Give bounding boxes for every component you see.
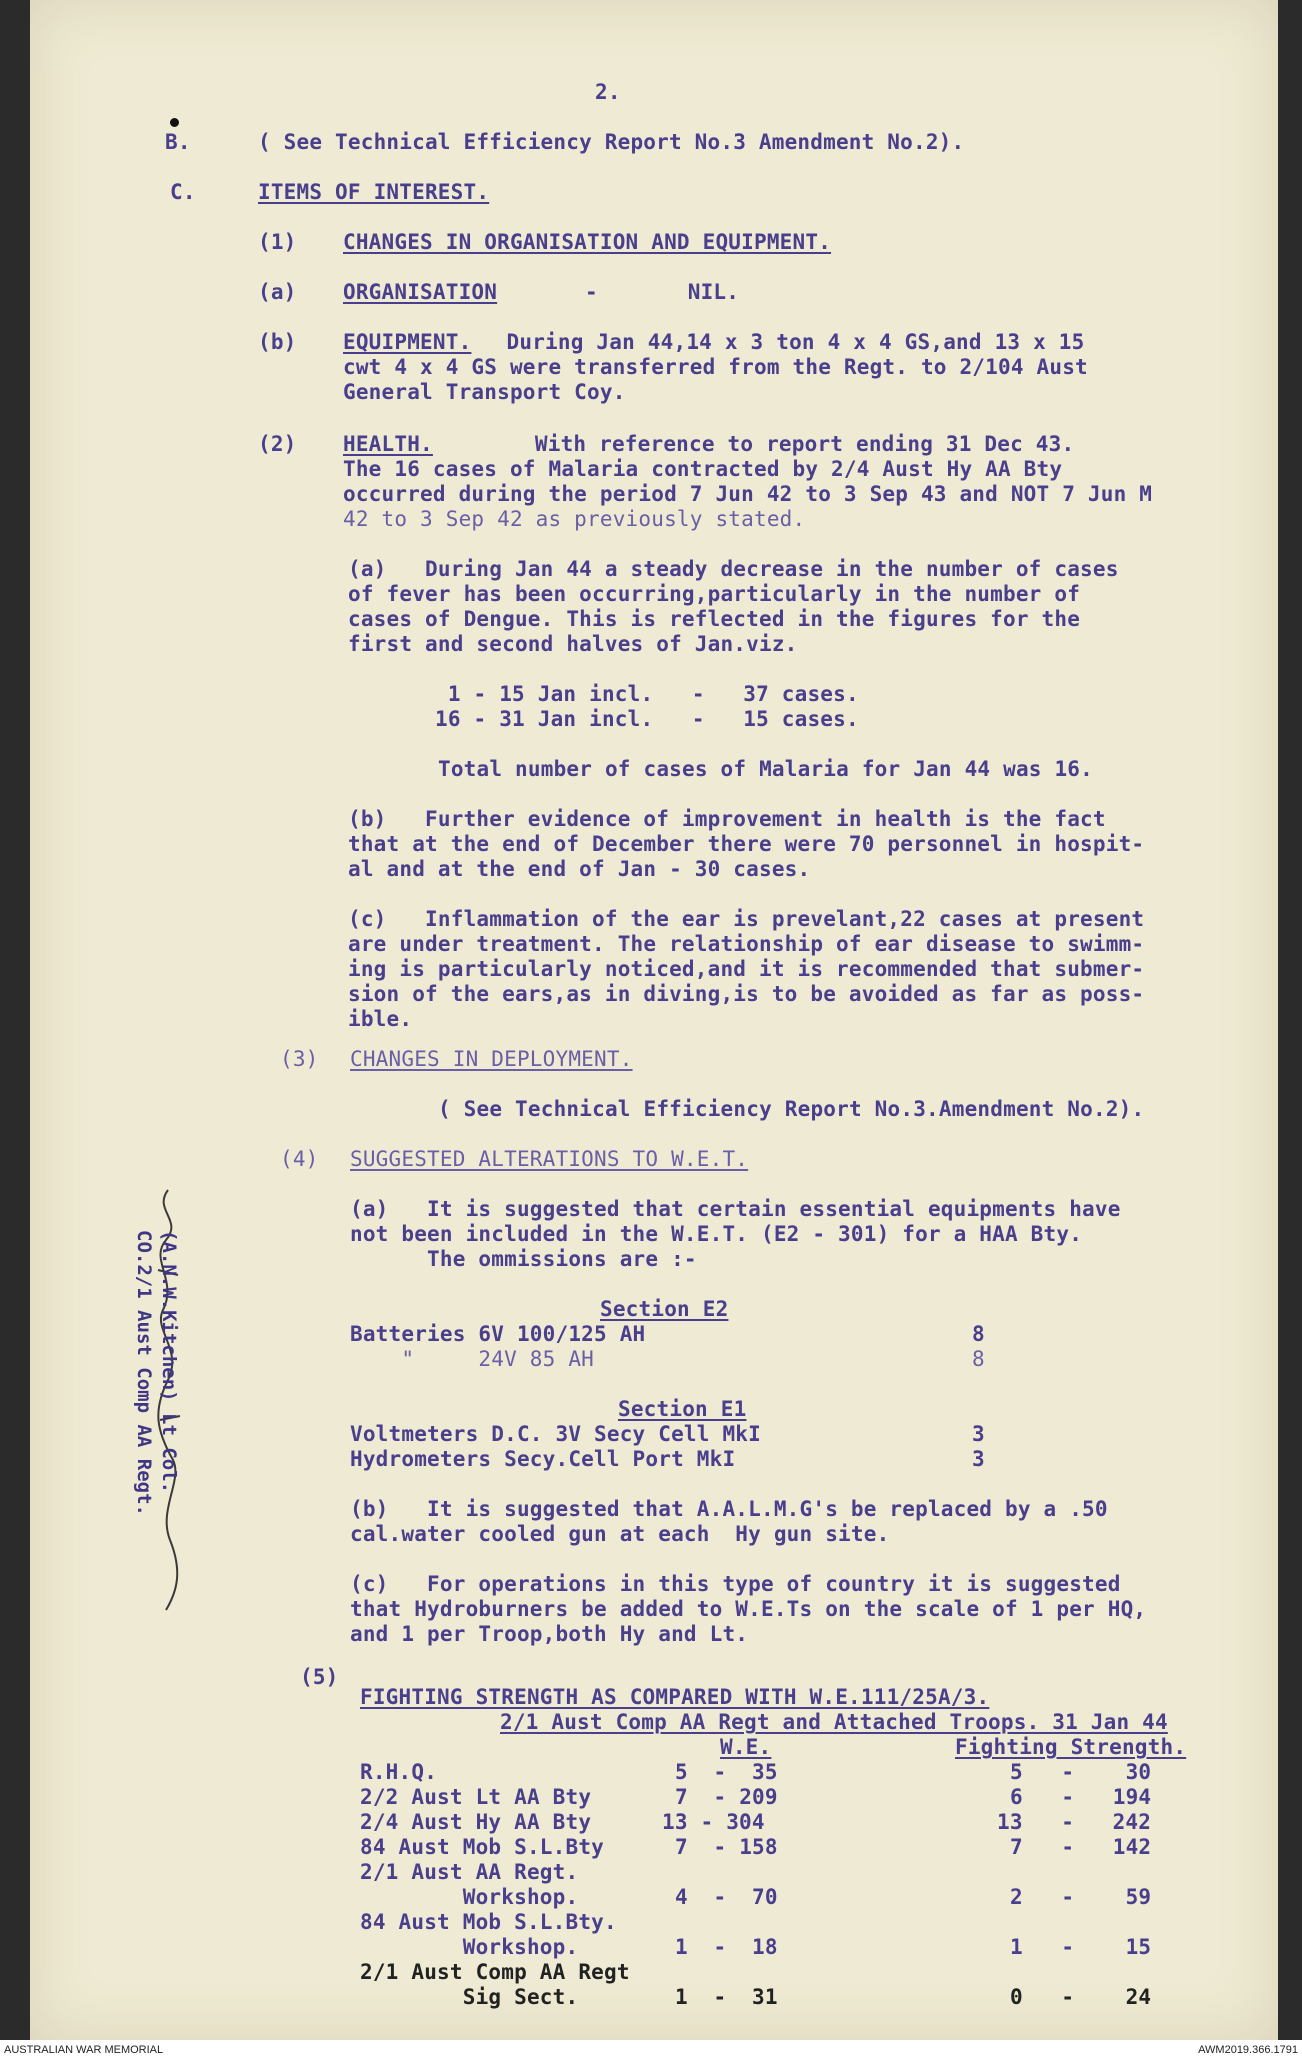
e2-row-2-qty: 8	[972, 1347, 985, 1371]
table-row-we: 7 - 158	[675, 1835, 778, 1859]
table-row-we: 4 - 70	[675, 1885, 778, 1909]
table-row-fs: 1 - 15	[1010, 1935, 1152, 1959]
item-4-number: (4)	[280, 1147, 319, 1171]
item-5-heading: FIGHTING STRENGTH AS COMPARED WITH W.E.111/25A/3.	[360, 1685, 990, 1709]
table-row-we: 7 - 209	[675, 1785, 778, 1809]
col-we-header: W.E.	[720, 1735, 772, 1759]
table-row-fs: 6 - 194	[1010, 1785, 1152, 1809]
e1-row-1-qty: 3	[972, 1422, 985, 1446]
archive-footer	[0, 2040, 1302, 2061]
item-1b-line-3: General Transport Coy.	[343, 380, 626, 404]
table-row-unit: 2/2 Aust Lt AA Bty	[360, 1785, 592, 1809]
item-2-intro-4: 42 to 3 Sep 42 as previously stated.	[343, 507, 806, 531]
item-5-subheading: 2/1 Aust Comp AA Regt and Attached Troops. 31 Jan 44	[500, 1710, 1168, 1734]
footer-institution: AUSTRALIAN WAR MEMORIAL	[4, 2044, 164, 2056]
section-b-label: B.	[165, 130, 191, 154]
table-row-unit: 2/1 Aust Comp AA Regt Sig Sect.	[360, 1960, 630, 2009]
item-4a-line-3: The ommissions are :-	[350, 1247, 697, 1271]
item-1a-heading: ORGANISATION	[343, 280, 498, 304]
page-number: 2.	[595, 80, 621, 104]
malaria-figure-2: 16 - 31 Jan incl. - 15 cases.	[435, 707, 859, 731]
item-2c-line-2: are under treatment. The relationship of ear disease to swimm-	[348, 932, 1145, 956]
item-4c-line-1: (c) For operations in this type of country it is suggested	[350, 1572, 1121, 1596]
item-4a-line-1: (a) It is suggested that certain essential equipments have	[350, 1197, 1121, 1221]
item-2-heading: HEALTH.	[343, 432, 433, 456]
item-2c-line-4: sion of the ears,as in diving,is to be avoided as far as poss-	[348, 982, 1145, 1006]
item-2a-line-4: first and second halves of Jan.viz.	[348, 632, 798, 656]
table-row-unit: 84 Aust Mob S.L.Bty	[360, 1835, 605, 1859]
footer-accession: AWM2019.366.1791	[1198, 2044, 1298, 2056]
e1-row-1-item: Voltmeters D.C. 3V Secy Cell MkI	[350, 1422, 761, 1446]
item-2b-line-1: (b) Further evidence of improvement in health is the fact	[348, 807, 1106, 831]
table-row-fs: 2 - 59	[1010, 1885, 1152, 1909]
e2-row-2-item: " 24V 85 AH	[350, 1347, 595, 1371]
item-2b-line-2: that at the end of December there were 70 personnel in hospit-	[348, 832, 1145, 856]
section-c-label: C.	[170, 180, 196, 204]
item-4c-line-3: and 1 per Troop,both Hy and Lt.	[350, 1622, 749, 1646]
e1-row-2-item: Hydrometers Secy.Cell Port MkI	[350, 1447, 736, 1471]
table-row-unit: R.H.Q.	[360, 1760, 438, 1784]
section-c-heading: ITEMS OF INTEREST.	[258, 180, 490, 204]
item-4c-line-2: that Hydroburners be added to W.E.Ts on the scale of 1 per HQ,	[350, 1597, 1147, 1621]
item-4b-line-2: cal.water cooled gun at each Hy gun site.	[350, 1522, 890, 1546]
item-2c-line-3: ing is particularly noticed,and it is recommended that submer-	[348, 957, 1145, 981]
e2-row-1-item: Batteries 6V 100/125 AH	[350, 1322, 646, 1346]
item-3-text: ( See Technical Efficiency Report No.3.Amendment No.2).	[438, 1097, 1145, 1121]
table-row-we: 13 - 304	[662, 1810, 765, 1834]
signatory-title: CO.2/1 Aust Comp AA Regt.	[133, 1230, 155, 1516]
item-4b-line-1: (b) It is suggested that A.A.L.M.G's be replaced by a .50	[350, 1497, 1108, 1521]
item-2-intro-2: The 16 cases of Malaria contracted by 2/4 Aust Hy AA Bty	[343, 457, 1063, 481]
item-2-number: (2)	[258, 432, 297, 456]
table-row-we: 1 - 31	[675, 1985, 778, 2009]
section-b-text: ( See Technical Efficiency Report No.3 Amendment No.2).	[258, 130, 965, 154]
item-2a-line-3: cases of Dengue. This is reflected in the figures for the	[348, 607, 1081, 631]
document-page	[30, 0, 1278, 2040]
item-4-heading: SUGGESTED ALTERATIONS TO W.E.T.	[350, 1147, 749, 1171]
item-1b-line-2: cwt 4 x 4 GS were transferred from the Regt. to 2/104 Aust	[343, 355, 1088, 379]
table-row-we: 5 - 35	[675, 1760, 778, 1784]
table-row-unit: 2/4 Aust Hy AA Bty	[360, 1810, 592, 1834]
item-2c-line-1: (c) Inflammation of the ear is prevelant,22 cases at present	[348, 907, 1145, 931]
item-2-intro-1: With reference to report ending 31 Dec 43.	[445, 432, 1075, 456]
ink-dot	[170, 118, 179, 127]
table-row-fs: 7 - 142	[1010, 1835, 1152, 1859]
signatory-name: (A.N.W.Kitchen) Lt Col.	[158, 1230, 180, 1494]
table-row-unit: 84 Aust Mob S.L.Bty. Workshop.	[360, 1910, 617, 1959]
table-row-fs: 5 - 30	[1010, 1760, 1152, 1784]
item-3-heading: CHANGES IN DEPLOYMENT.	[350, 1047, 633, 1071]
item-3-number: (3)	[280, 1047, 319, 1071]
e1-row-2-qty: 3	[972, 1447, 985, 1471]
item-1a-number: (a)	[258, 280, 297, 304]
item-1b-heading: EQUIPMENT.	[343, 330, 472, 354]
item-2b-line-3: al and at the end of Jan - 30 cases.	[348, 857, 811, 881]
section-e2-heading: Section E2	[600, 1297, 729, 1321]
e2-row-1-qty: 8	[972, 1322, 985, 1346]
item-2c-line-5: ible.	[348, 1007, 413, 1031]
item-1b-number: (b)	[258, 330, 297, 354]
table-row-we: 1 - 18	[675, 1935, 778, 1959]
item-5-number: (5)	[300, 1665, 339, 1689]
col-fs-header: Fighting Strength.	[955, 1735, 1187, 1759]
item-1-number: (1)	[258, 230, 297, 254]
section-e1-heading: Section E1	[618, 1397, 747, 1421]
item-1-heading: CHANGES IN ORGANISATION AND EQUIPMENT.	[343, 230, 832, 254]
table-row-unit: 2/1 Aust AA Regt. Workshop.	[360, 1860, 579, 1909]
item-4a-line-2: not been included in the W.E.T. (E2 - 301) for a HAA Bty.	[350, 1222, 1083, 1246]
table-row-fs: 13 - 242	[997, 1810, 1152, 1834]
item-2a-line-2: of fever has been occurring,particularly in the number of	[348, 582, 1081, 606]
item-1b-line-1: During Jan 44,14 x 3 ton 4 x 4 GS,and 13 x 15	[468, 330, 1085, 354]
item-1a-text: - NIL.	[585, 280, 740, 304]
malaria-figure-1: 1 - 15 Jan incl. - 37 cases.	[435, 682, 859, 706]
table-row-fs: 0 - 24	[1010, 1985, 1152, 2009]
item-2a-line-1: (a) During Jan 44 a steady decrease in the number of cases	[348, 557, 1119, 581]
malaria-total: Total number of cases of Malaria for Jan 44 was 16.	[438, 757, 1093, 781]
item-2-intro-3: occurred during the period 7 Jun 42 to 3 Sep 43 and NOT 7 Jun M	[343, 482, 1153, 506]
